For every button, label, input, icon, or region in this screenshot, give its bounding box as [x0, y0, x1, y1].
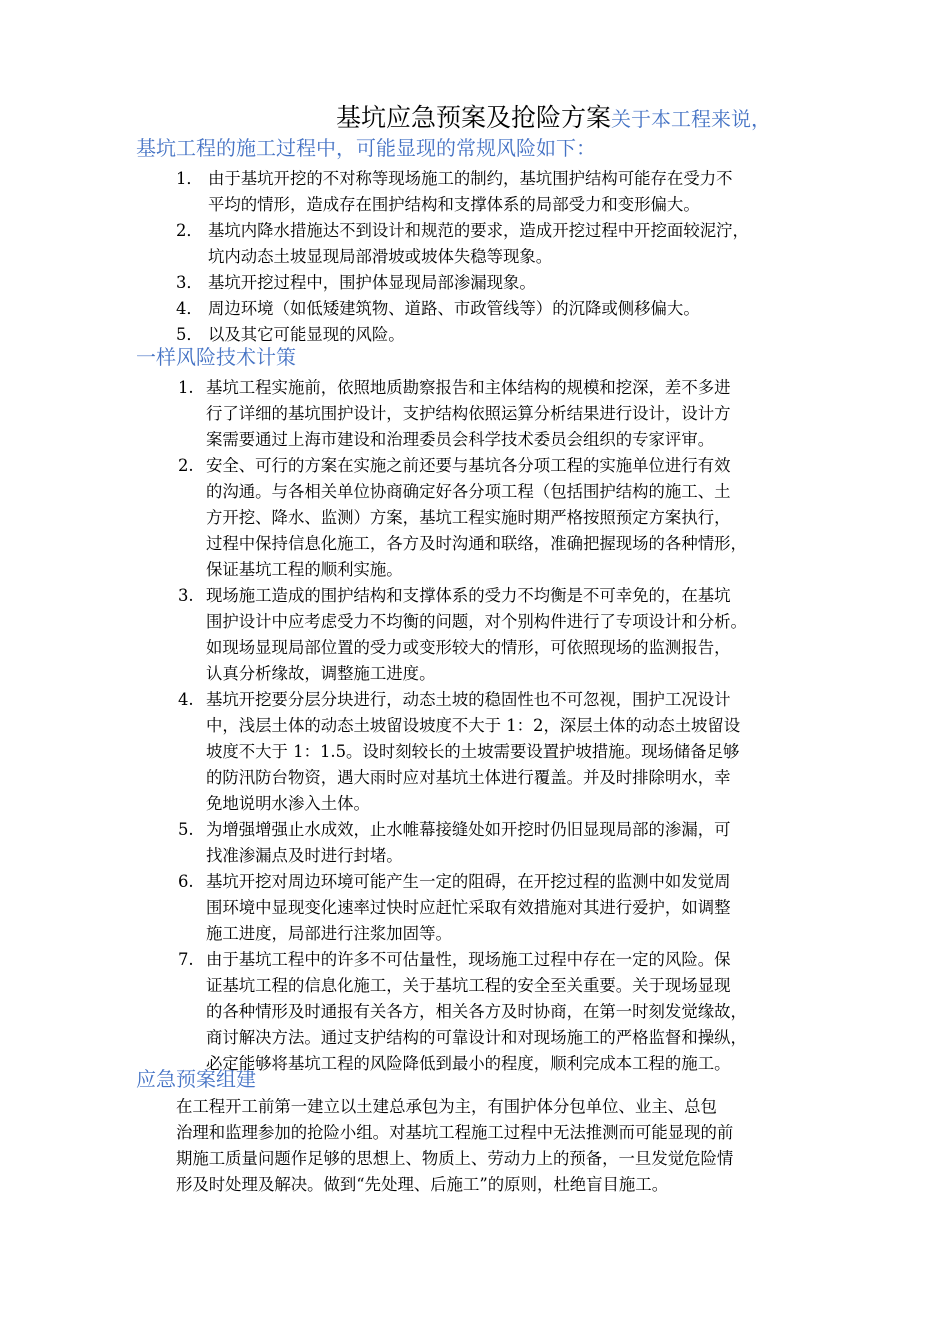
- list-item-number: 3．: [176, 273, 203, 292]
- list-item: [176, 296, 749, 322]
- paragraph-line: 形及时处理及解决。做到“先处理、后施工”的原则，杜绝盲目施工。: [176, 1175, 669, 1194]
- list-item-line: 以及其它可能显现的风险。: [208, 325, 405, 344]
- list-item-line: 基坑开挖过程中，围护体显现局部渗漏现象。: [208, 273, 536, 292]
- list-item-line: 案需要通过上海市建设和治理委员会科学技术委员会组织的专家评审。: [206, 430, 715, 449]
- list-item-number: 1.: [178, 378, 194, 397]
- list-item-line: 周边环境（如低矮建筑物、道路、市政管线等）的沉降或侧移偏大。: [208, 299, 700, 318]
- list-item: [178, 583, 747, 687]
- list-item-line: 施工进度，局部进行注浆加固等。: [206, 924, 452, 943]
- paragraph-line: 在工程开工前第一建立以土建总承包为主，有围护体分包单位、业主、总包: [176, 1097, 717, 1116]
- list-item: [178, 947, 747, 1077]
- list-item-line: 为增强增强止水成效，止水帷幕接缝处如开挖时仍旧显现局部的渗漏，可: [206, 820, 731, 839]
- list-item-number: 5.: [178, 820, 194, 839]
- list-item-line: 由于基坑工程中的许多不可估量性，现场施工过程中存在一定的风险。保: [206, 950, 731, 969]
- title-tail: 关于本工程来说，: [611, 107, 772, 131]
- list-item-number: 1．: [176, 169, 203, 188]
- list-item-line: 坡度不大于 1：1.5。设时刻较长的土坡需要设置护坡措施。现场储备足够: [206, 742, 740, 761]
- list-item-line: 基坑开挖对周边环境可能产生一定的阻碍，在开挖过程的监测中如发觉周: [206, 872, 731, 891]
- list-item-line: 围环境中显现变化速率过快时应赶忙采取有效措施对其进行爱护，如调整: [206, 898, 731, 917]
- list-item-number: 3.: [178, 586, 194, 605]
- list-item-line: 商讨解决方法。通过支护结构的可靠设计和对现场施工的严格监督和操纵，: [206, 1028, 747, 1047]
- list-item-number: 4．: [176, 299, 203, 318]
- list-item-line: 过程中保持信息化施工，各方及时沟通和联络，准确把握现场的各种情形，: [206, 534, 747, 553]
- list-item: [176, 270, 749, 296]
- list-item: [176, 166, 749, 218]
- list-item-line: 必定能够将基坑工程的风险降低到最小的程度，顺利完成本工程的施工。: [206, 1054, 731, 1073]
- list-item: [178, 869, 747, 947]
- list-item-number: 6.: [178, 872, 194, 891]
- list-item-number: 7.: [178, 950, 194, 969]
- list-item: [178, 817, 747, 869]
- list-item-line: 基坑内降水措施达不到设计和规范的要求，造成开挖过程中开挖面较泥泞，: [208, 221, 749, 240]
- list-item-line: 平均的情形，造成存在围护结构和支撑体系的局部受力和变形偏大。: [208, 195, 700, 214]
- list-item-number: 5．: [176, 325, 203, 344]
- list-item-line: 方开挖、降水、监测）方案，基坑工程实施时期严格按照预定方案执行，: [206, 508, 731, 527]
- emergency-org-paragraph: [176, 1094, 733, 1198]
- list-item: [178, 453, 747, 583]
- document-title: [336, 98, 771, 134]
- list-item-line: 保证基坑工程的顺利实施。: [206, 560, 403, 579]
- heading-risk-measures: 一样风险技术计策: [136, 345, 296, 369]
- list-item-line: 的各种情形及时通报有关各方，相关各方及时协商，在第一时刻发觉缘故，: [206, 1002, 747, 1021]
- list-item-line: 坑内动态土坡显现局部滑坡或坡体失稳等现象。: [208, 247, 553, 266]
- list-item-line: 中，浅层土体的动态土坡留设坡度不大于 1：2，深层土体的动态土坡留设: [206, 716, 741, 735]
- paragraph-line: 治理和监理参加的抢险小组。对基坑工程施工过程中无法推测而可能显现的前: [176, 1123, 734, 1142]
- paragraph-line: 期施工质量问题作足够的思想上、物质上、劳动力上的预备，一旦发觉危险情: [176, 1149, 734, 1168]
- list-item-line: 如现场显现局部位置的受力或变形较大的情形，可依照现场的监测报告，: [206, 638, 731, 657]
- list-item-line: 认真分析缘故，调整施工进度。: [206, 664, 436, 683]
- list-item-line: 免地说明水渗入土体。: [206, 794, 370, 813]
- list-item-line: 基坑开挖要分层分块进行，动态土坡的稳固性也不可忽视，围护工况设计: [206, 690, 731, 709]
- list-item: [176, 218, 749, 270]
- list-item-number: 2．: [176, 221, 203, 240]
- list-item: [178, 687, 747, 817]
- list-item-line: 现场施工造成的围护结构和支撑体系的受力不均衡是不可幸免的，在基坑: [206, 586, 731, 605]
- list-item: [178, 375, 747, 453]
- list-item-number: 4.: [178, 690, 194, 709]
- list-item-line: 由于基坑开挖的不对称等现场施工的制约，基坑围护结构可能存在受力不: [208, 169, 733, 188]
- list-item-line: 证基坑工程的信息化施工，关于基坑工程的安全至关重要。关于现场显现: [206, 976, 731, 995]
- heading-common-risks: 基坑工程的施工过程中，可能显现的常规风险如下：: [136, 136, 596, 160]
- title-main: 基坑应急预案及抢险方案: [336, 103, 612, 132]
- list-item-line: 的沟通。与各相关单位协商确定好各分项工程（包括围护结构的施工、土: [206, 482, 731, 501]
- list-item-line: 行了详细的基坑围护设计，支护结构依照运算分析结果进行设计，设计方: [206, 404, 731, 423]
- list-item-line: 找准渗漏点及时进行封堵。: [206, 846, 403, 865]
- list-item-line: 围护设计中应考虑受力不均衡的问题，对个别构件进行了专项设计和分析。: [206, 612, 747, 631]
- list-item-line: 基坑工程实施前，依照地质勘察报告和主体结构的规模和挖深，差不多进: [206, 378, 731, 397]
- risk-list: [176, 166, 749, 348]
- list-item-line: 的防汛防台物资，遇大雨时应对基坑土体进行覆盖。并及时排除明水，幸: [206, 768, 731, 787]
- measures-list: [178, 375, 747, 1077]
- list-item-number: 2.: [178, 456, 194, 475]
- list-item-line: 安全、可行的方案在实施之前还要与基坑各分项工程的实施单位进行有效: [206, 456, 731, 475]
- heading-emergency-org: 应急预案组建: [136, 1067, 256, 1091]
